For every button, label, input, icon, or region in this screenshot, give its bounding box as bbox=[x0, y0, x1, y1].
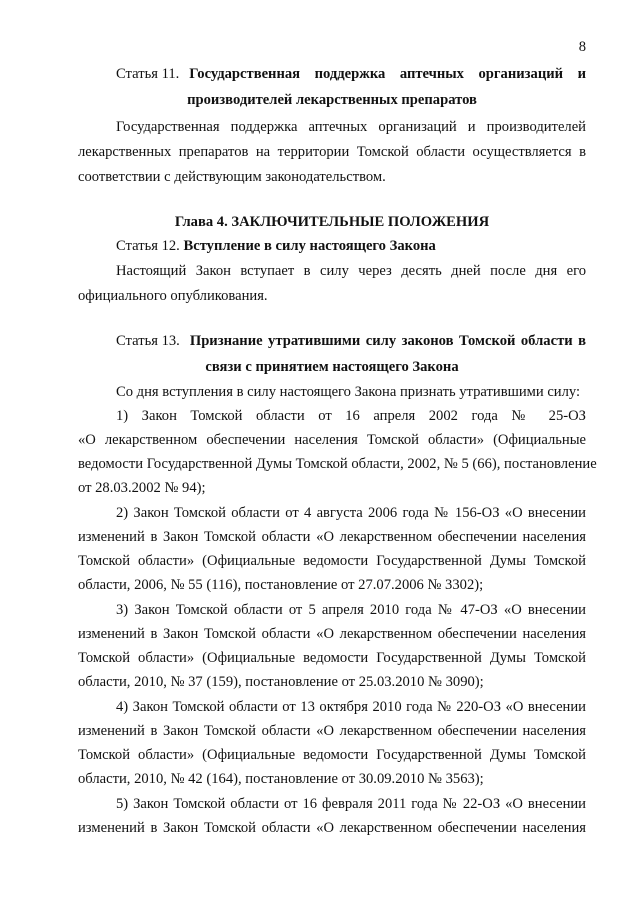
list-item-1-line-4: от 28.03.2002 № 94); bbox=[78, 480, 206, 496]
article-11-body-line-2: лекарственных препаратов на территории Томской области осуществляется в bbox=[78, 144, 586, 160]
article-13-title-line-1: Признание утратившими силу законов Томской области в bbox=[189, 333, 586, 349]
article-12-body-line-1: Настоящий Закон вступает в силу через десять дней после дня его bbox=[116, 263, 586, 279]
list-item-1-line-3: ведомости Государственной Думы Томской области, 2002, № 5 (66), постановление bbox=[78, 456, 597, 472]
list-item-4-line-2: изменений в Закон Томской области «О лекарственном обеспечении населения bbox=[78, 723, 586, 739]
page-number: 8 bbox=[578, 39, 586, 55]
list-item-2-line-3: Томской области» (Официальные ведомости Государственной Думы Томской bbox=[78, 553, 586, 569]
article-12-label: Статья 12. bbox=[116, 238, 180, 254]
article-12-heading bbox=[116, 234, 586, 258]
list-item-3-line-4: области, 2010, № 37 (159), постановление от 25.03.2010 № 3090); bbox=[78, 674, 484, 690]
list-item-3-line-1: 3) Закон Томской области от 5 апреля 2010 года № 47-ОЗ «О внесении bbox=[116, 602, 586, 618]
article-12-title: Вступление в силу настоящего Закона bbox=[183, 238, 436, 254]
article-11-title-line-2: производителей лекарственных препаратов bbox=[187, 92, 477, 108]
list-item-2-line-4: области, 2006, № 55 (116), постановление от 27.07.2006 № 3302); bbox=[78, 577, 484, 593]
list-item-3-line-3: Томской области» (Официальные ведомости Государственной Думы Томской bbox=[78, 650, 586, 666]
list-item-4-line-1: 4) Закон Томской области от 13 октября 2010 года № 220-ОЗ «О внесении bbox=[116, 699, 586, 715]
article-13-heading bbox=[116, 329, 586, 353]
article-11-title-line-1: Государственная поддержка аптечных организаций и bbox=[189, 66, 586, 82]
list-item-1-line-2: «О лекарственном обеспечении населения Томской области» (Официальные bbox=[78, 432, 586, 448]
list-item-1-line-1: 1) Закон Томской области от 16 апреля 2002 года № 25-ОЗ bbox=[116, 408, 586, 424]
article-11-heading bbox=[116, 62, 586, 86]
list-item-3-line-2: изменений в Закон Томской области «О лекарственном обеспечении населения bbox=[78, 626, 586, 642]
list-item-5-line-1: 5) Закон Томской области от 16 февраля 2011 года № 22-ОЗ «О внесении bbox=[116, 796, 586, 812]
article-11-label: Статья 11. bbox=[116, 66, 180, 82]
list-item-2-line-1: 2) Закон Томской области от 4 августа 2006 года № 156-ОЗ «О внесении bbox=[116, 505, 586, 521]
list-item-4-line-4: области, 2010, № 42 (164), постановление от 30.09.2010 № 3563); bbox=[78, 771, 484, 787]
article-11-body-line-1: Государственная поддержка аптечных организаций и производителей bbox=[116, 119, 586, 135]
article-11-body-line-3: соответствии с действующим законодательством. bbox=[78, 169, 386, 185]
article-13-label: Статья 13. bbox=[116, 333, 180, 349]
list-item-4-line-3: Томской области» (Официальные ведомости Государственной Думы Томской bbox=[78, 747, 586, 763]
article-13-title-line-2: связи с принятием настоящего Закона bbox=[205, 359, 459, 375]
list-item-2-line-2: изменений в Закон Томской области «О лекарственном обеспечении населения bbox=[78, 529, 586, 545]
article-13-intro: Со дня вступления в силу настоящего Закона признать утратившими силу: bbox=[116, 384, 581, 400]
article-12-body-line-2: официального опубликования. bbox=[78, 288, 268, 304]
list-item-5-line-2: изменений в Закон Томской области «О лекарственном обеспечении населения bbox=[78, 820, 586, 836]
chapter-4-title: Глава 4. ЗАКЛЮЧИТЕЛЬНЫЕ ПОЛОЖЕНИЯ bbox=[174, 214, 490, 230]
